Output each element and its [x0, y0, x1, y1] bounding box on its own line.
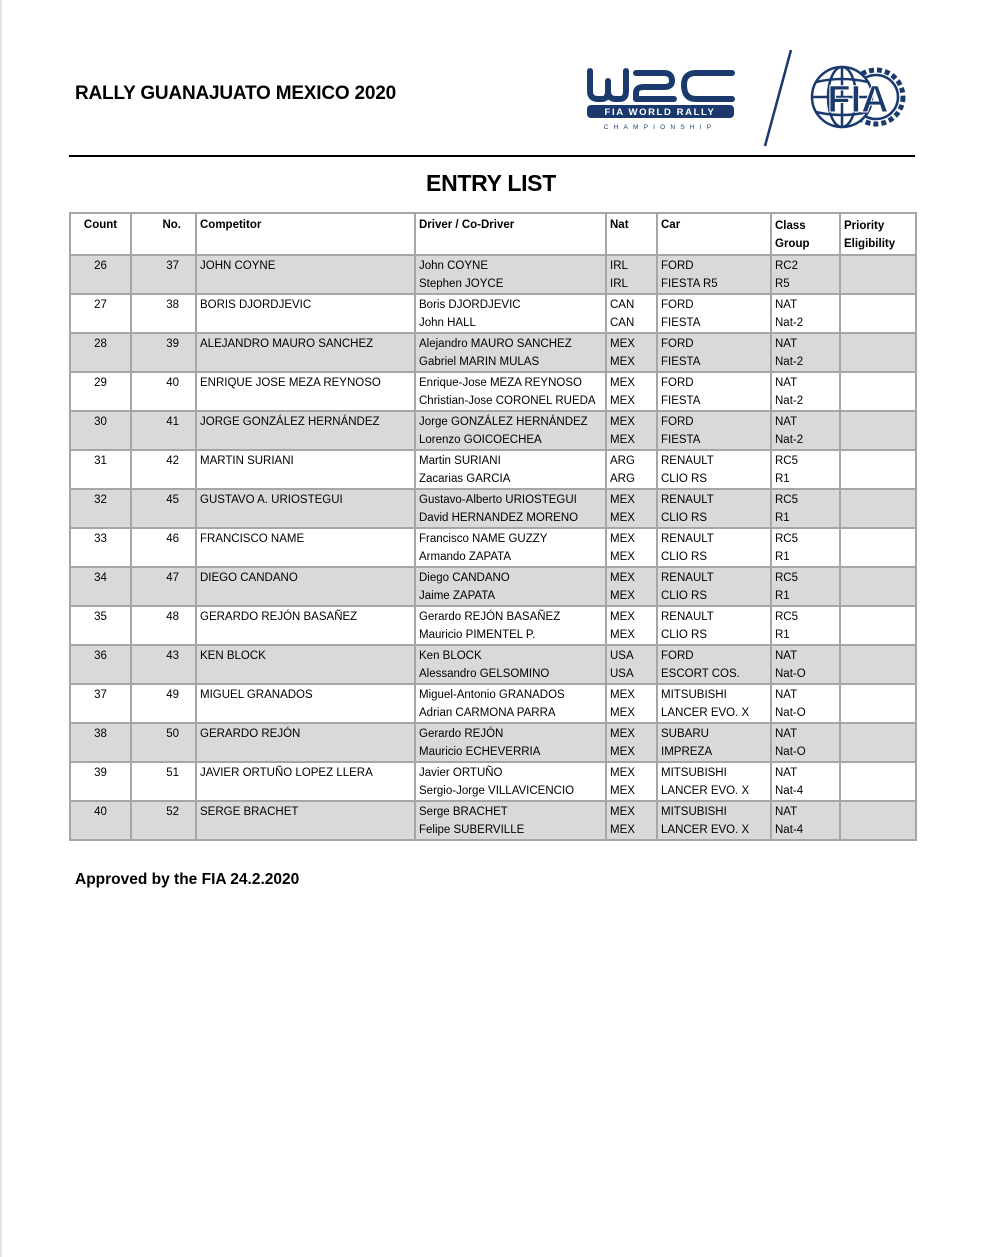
driver-nat: MEX — [610, 767, 635, 779]
cell-class-group — [771, 528, 840, 567]
car-model: CLIO RS — [661, 511, 708, 524]
cell-count: 33 — [70, 528, 131, 567]
cell-driver-codriver — [415, 645, 606, 684]
car-make: RENAULT — [661, 533, 714, 545]
cell-class-group — [771, 606, 840, 645]
priority-label: Priority — [844, 220, 885, 232]
group-value: R1 — [775, 589, 790, 602]
cell-car — [657, 723, 771, 762]
cell-priority — [840, 606, 916, 645]
cell-car-number: 43 — [131, 645, 196, 684]
cell-driver-codriver — [415, 255, 606, 294]
group-value: Nat-O — [775, 706, 806, 719]
car-make: FORD — [661, 299, 694, 311]
group-value: R1 — [775, 628, 790, 641]
car-make: RENAULT — [661, 572, 714, 584]
cell-competitor: KEN BLOCK — [196, 645, 415, 684]
cell-priority — [840, 567, 916, 606]
codriver-name: Mauricio PIMENTEL P. — [419, 628, 536, 641]
cell-nationality — [606, 723, 657, 762]
codriver-name: Christian-Jose CORONEL RUEDA — [419, 394, 596, 407]
codriver-nat: MEX — [610, 706, 635, 719]
class-value: NAT — [775, 377, 798, 389]
driver-nat: MEX — [610, 533, 635, 545]
driver-name: Alejandro MAURO SANCHEZ — [419, 338, 572, 350]
cell-car-number: 42 — [131, 450, 196, 489]
wrc-logo-icon — [584, 63, 739, 133]
cell-car — [657, 606, 771, 645]
driver-name: Gerardo REJÓN BASAÑEZ — [419, 611, 561, 623]
cell-car — [657, 255, 771, 294]
cell-priority — [840, 450, 916, 489]
table-header-row — [70, 213, 916, 255]
cell-competitor: JOHN COYNE — [196, 255, 415, 294]
cell-car-number: 45 — [131, 489, 196, 528]
driver-nat: MEX — [610, 494, 635, 506]
cell-count: 38 — [70, 723, 131, 762]
cell-nationality — [606, 411, 657, 450]
cell-nationality — [606, 294, 657, 333]
cell-nationality — [606, 762, 657, 801]
cell-driver-codriver — [415, 801, 606, 840]
cell-nationality — [606, 372, 657, 411]
group-value: Nat-4 — [775, 784, 804, 797]
cell-nationality — [606, 489, 657, 528]
group-label: Group — [775, 237, 810, 250]
driver-nat: MEX — [610, 611, 635, 623]
group-value: R1 — [775, 550, 790, 563]
codriver-name: Adrian CARMONA PARRA — [419, 706, 556, 719]
cell-car-number: 46 — [131, 528, 196, 567]
header-divider — [69, 155, 915, 157]
column-header-competitor: Competitor — [196, 213, 415, 255]
cell-competitor: ENRIQUE JOSE MEZA REYNOSO — [196, 372, 415, 411]
entry-list-table — [69, 212, 917, 841]
cell-car — [657, 762, 771, 801]
codriver-nat: CAN — [610, 316, 635, 329]
codriver-nat: MEX — [610, 394, 635, 407]
cell-nationality — [606, 333, 657, 372]
cell-competitor: MIGUEL GRANADOS — [196, 684, 415, 723]
cell-priority — [840, 801, 916, 840]
table-row — [70, 801, 916, 840]
group-value: Nat-2 — [775, 316, 804, 329]
codriver-nat: MEX — [610, 511, 635, 524]
cell-nationality — [606, 645, 657, 684]
codriver-name: Sergio-Jorge VILLAVICENCIO — [419, 784, 575, 797]
codriver-nat: MEX — [610, 628, 635, 641]
driver-nat: ARG — [610, 455, 635, 467]
cell-priority — [840, 294, 916, 333]
column-header-car: Car — [657, 213, 771, 255]
column-header-nat: Nat — [606, 213, 657, 255]
cell-class-group — [771, 645, 840, 684]
cell-car-number: 47 — [131, 567, 196, 606]
codriver-nat: MEX — [610, 784, 635, 797]
cell-priority — [840, 762, 916, 801]
class-value: RC5 — [775, 455, 799, 467]
fia-logo-icon — [808, 62, 908, 132]
car-model: CLIO RS — [661, 628, 708, 641]
driver-nat: MEX — [610, 689, 635, 701]
cell-driver-codriver — [415, 411, 606, 450]
table-row — [70, 450, 916, 489]
cell-competitor: GUSTAVO A. URIOSTEGUI — [196, 489, 415, 528]
cell-class-group — [771, 450, 840, 489]
cell-car — [657, 489, 771, 528]
cell-priority — [840, 723, 916, 762]
divider-slash-icon — [759, 48, 799, 148]
cell-driver-codriver — [415, 333, 606, 372]
cell-competitor: GERARDO REJÓN — [196, 723, 415, 762]
driver-name: Miguel-Antonio GRANADOS — [419, 689, 565, 701]
driver-name: Javier ORTUÑO — [419, 767, 503, 779]
cell-count: 39 — [70, 762, 131, 801]
driver-nat: MEX — [610, 572, 635, 584]
column-header-count: Count — [70, 213, 131, 255]
car-model: LANCER EVO. X — [661, 823, 750, 836]
fia-wordmark: FIA — [827, 79, 889, 121]
cell-competitor: JAVIER ORTUÑO LOPEZ LLERA — [196, 762, 415, 801]
driver-nat: IRL — [610, 260, 628, 272]
codriver-nat: ARG — [610, 472, 635, 485]
driver-name: Serge BRACHET — [419, 806, 508, 818]
cell-driver-codriver — [415, 684, 606, 723]
cell-competitor: SERGE BRACHET — [196, 801, 415, 840]
cell-priority — [840, 645, 916, 684]
table-body — [70, 255, 916, 840]
group-value: Nat-O — [775, 745, 806, 758]
cell-car — [657, 294, 771, 333]
car-model: CLIO RS — [661, 589, 708, 602]
car-make: MITSUBISHI — [661, 689, 727, 701]
driver-nat: USA — [610, 650, 634, 662]
cell-nationality — [606, 684, 657, 723]
car-model: ESCORT COS. — [661, 667, 740, 680]
cell-car — [657, 645, 771, 684]
class-value: NAT — [775, 416, 798, 428]
cell-driver-codriver — [415, 567, 606, 606]
table-row — [70, 489, 916, 528]
codriver-nat: USA — [610, 667, 634, 680]
cell-count: 28 — [70, 333, 131, 372]
cell-class-group — [771, 762, 840, 801]
driver-nat: CAN — [610, 299, 635, 311]
car-make: SUBARU — [661, 728, 709, 740]
cell-nationality — [606, 450, 657, 489]
cell-car — [657, 567, 771, 606]
group-value: R1 — [775, 472, 790, 485]
class-label: Class — [775, 220, 806, 232]
cell-class-group — [771, 684, 840, 723]
group-value: R1 — [775, 511, 790, 524]
group-value: Nat-O — [775, 667, 806, 680]
wrc-subtitle: CHAMPIONSHIP — [603, 124, 717, 131]
cell-driver-codriver — [415, 606, 606, 645]
rally-title: RALLY GUANAJUATO MEXICO 2020 — [75, 83, 396, 104]
cell-count: 36 — [70, 645, 131, 684]
cell-driver-codriver — [415, 528, 606, 567]
table-row — [70, 255, 916, 294]
codriver-nat: MEX — [610, 550, 635, 563]
codriver-name: Gabriel MARIN MULAS — [419, 355, 540, 368]
class-value: NAT — [775, 689, 798, 701]
car-make: FORD — [661, 416, 694, 428]
driver-name: Ken BLOCK — [419, 650, 482, 662]
cell-nationality — [606, 528, 657, 567]
cell-priority — [840, 411, 916, 450]
codriver-name: David HERNANDEZ MORENO — [419, 511, 579, 524]
class-value: NAT — [775, 299, 798, 311]
cell-count: 34 — [70, 567, 131, 606]
cell-competitor: JORGE GONZÁLEZ HERNÁNDEZ — [196, 411, 415, 450]
car-make: FORD — [661, 377, 694, 389]
table-row — [70, 567, 916, 606]
table-row — [70, 372, 916, 411]
cell-nationality — [606, 606, 657, 645]
codriver-nat: MEX — [610, 355, 635, 368]
cell-driver-codriver — [415, 294, 606, 333]
cell-count: 35 — [70, 606, 131, 645]
document-title: ENTRY LIST — [426, 170, 556, 196]
cell-count: 30 — [70, 411, 131, 450]
table-row — [70, 333, 916, 372]
class-value: RC5 — [775, 533, 799, 545]
driver-nat: MEX — [610, 728, 635, 740]
driver-name: Diego CANDANO — [419, 572, 510, 584]
cell-class-group — [771, 567, 840, 606]
driver-nat: MEX — [610, 806, 635, 818]
codriver-name: Lorenzo GOICOECHEA — [419, 433, 542, 446]
car-model: CLIO RS — [661, 550, 708, 563]
driver-name: Enrique-Jose MEZA REYNOSO — [419, 377, 582, 389]
table-row — [70, 684, 916, 723]
group-value: Nat-2 — [775, 394, 804, 407]
cell-class-group — [771, 489, 840, 528]
class-value: RC5 — [775, 611, 799, 623]
car-make: RENAULT — [661, 494, 714, 506]
cell-car-number: 50 — [131, 723, 196, 762]
cell-competitor: FRANCISCO NAME — [196, 528, 415, 567]
driver-name: Jorge GONZÁLEZ HERNÁNDEZ — [419, 416, 588, 428]
class-value: NAT — [775, 338, 798, 350]
car-make: FORD — [661, 650, 694, 662]
cell-class-group — [771, 411, 840, 450]
wrc-tagline: FIA WORLD RALLY — [604, 107, 716, 118]
class-value: RC2 — [775, 260, 799, 272]
cell-car-number: 52 — [131, 801, 196, 840]
cell-driver-codriver — [415, 450, 606, 489]
table-row — [70, 762, 916, 801]
cell-car-number: 51 — [131, 762, 196, 801]
codriver-nat: MEX — [610, 433, 635, 446]
group-value: Nat-2 — [775, 355, 804, 368]
cell-count: 26 — [70, 255, 131, 294]
cell-competitor: BORIS DJORDJEVIC — [196, 294, 415, 333]
table-row — [70, 723, 916, 762]
car-model: LANCER EVO. X — [661, 706, 750, 719]
car-make: MITSUBISHI — [661, 767, 727, 779]
driver-name: Francisco NAME GUZZY — [419, 533, 548, 545]
cell-count: 31 — [70, 450, 131, 489]
group-value: Nat-2 — [775, 433, 804, 446]
codriver-nat: MEX — [610, 745, 635, 758]
codriver-name: Armando ZAPATA — [419, 550, 512, 563]
class-value: NAT — [775, 767, 798, 779]
driver-name: Martin SURIANI — [419, 455, 501, 467]
car-model: FIESTA — [661, 316, 701, 329]
cell-count: 29 — [70, 372, 131, 411]
class-value: NAT — [775, 806, 798, 818]
driver-nat: MEX — [610, 416, 635, 428]
cell-class-group — [771, 723, 840, 762]
cell-count: 32 — [70, 489, 131, 528]
cell-driver-codriver — [415, 762, 606, 801]
cell-competitor: DIEGO CANDANO — [196, 567, 415, 606]
cell-count: 37 — [70, 684, 131, 723]
codriver-nat: MEX — [610, 823, 635, 836]
table-row — [70, 294, 916, 333]
cell-car — [657, 528, 771, 567]
cell-car-number: 41 — [131, 411, 196, 450]
cell-class-group — [771, 372, 840, 411]
cell-priority — [840, 372, 916, 411]
codriver-name: Jaime ZAPATA — [419, 589, 496, 602]
car-make: MITSUBISHI — [661, 806, 727, 818]
cell-competitor: GERARDO REJÓN BASAÑEZ — [196, 606, 415, 645]
class-value: NAT — [775, 650, 798, 662]
cell-priority — [840, 528, 916, 567]
column-header-number: No. — [131, 213, 196, 255]
car-model: CLIO RS — [661, 472, 708, 485]
cell-priority — [840, 684, 916, 723]
cell-count: 27 — [70, 294, 131, 333]
codriver-name: Mauricio ECHEVERRIA — [419, 745, 541, 758]
cell-car — [657, 684, 771, 723]
column-header-class-group — [771, 213, 840, 255]
cell-car — [657, 411, 771, 450]
codriver-name: Zacarias GARCIA — [419, 472, 511, 485]
cell-car-number: 40 — [131, 372, 196, 411]
car-model: FIESTA R5 — [661, 277, 718, 290]
cell-car-number: 48 — [131, 606, 196, 645]
car-model: IMPREZA — [661, 745, 713, 758]
cell-nationality — [606, 255, 657, 294]
car-make: RENAULT — [661, 455, 714, 467]
codriver-name: Stephen JOYCE — [419, 277, 504, 290]
cell-car — [657, 801, 771, 840]
cell-class-group — [771, 294, 840, 333]
car-model: FIESTA — [661, 394, 701, 407]
cell-car — [657, 450, 771, 489]
cell-priority — [840, 255, 916, 294]
column-header-driver: Driver / Co-Driver — [415, 213, 606, 255]
codriver-nat: MEX — [610, 589, 635, 602]
table-row — [70, 528, 916, 567]
car-model: LANCER EVO. X — [661, 784, 750, 797]
cell-competitor: MARTIN SURIANI — [196, 450, 415, 489]
cell-class-group — [771, 255, 840, 294]
group-value: Nat-4 — [775, 823, 804, 836]
driver-name: Gustavo-Alberto URIOSTEGUI — [419, 494, 577, 506]
cell-driver-codriver — [415, 489, 606, 528]
table-row — [70, 606, 916, 645]
column-header-priority — [840, 213, 916, 255]
table-row — [70, 645, 916, 684]
driver-nat: MEX — [610, 377, 635, 389]
cell-car — [657, 333, 771, 372]
cell-nationality — [606, 801, 657, 840]
cell-car-number: 39 — [131, 333, 196, 372]
logo-area — [584, 48, 914, 148]
cell-nationality — [606, 567, 657, 606]
eligibility-label: Eligibility — [844, 237, 896, 250]
cell-priority — [840, 489, 916, 528]
cell-driver-codriver — [415, 372, 606, 411]
cell-car-number: 38 — [131, 294, 196, 333]
driver-nat: MEX — [610, 338, 635, 350]
cell-class-group — [771, 333, 840, 372]
car-make: FORD — [661, 260, 694, 272]
codriver-name: Alessandro GELSOMINO — [419, 667, 550, 680]
driver-name: John COYNE — [419, 260, 489, 272]
car-model: FIESTA — [661, 355, 701, 368]
codriver-name: John HALL — [419, 316, 476, 329]
car-make: RENAULT — [661, 611, 714, 623]
class-value: NAT — [775, 728, 798, 740]
cell-count: 40 — [70, 801, 131, 840]
cell-driver-codriver — [415, 723, 606, 762]
codriver-name: Felipe SUBERVILLE — [419, 823, 525, 836]
table-row — [70, 411, 916, 450]
approval-note: Approved by the FIA 24.2.2020 — [75, 871, 300, 888]
car-make: FORD — [661, 338, 694, 350]
driver-name: Boris DJORDJEVIC — [419, 299, 521, 311]
cell-priority — [840, 333, 916, 372]
class-value: RC5 — [775, 494, 799, 506]
driver-name: Gerardo REJÓN — [419, 728, 504, 740]
class-value: RC5 — [775, 572, 799, 584]
car-model: FIESTA — [661, 433, 701, 446]
group-value: R5 — [775, 277, 790, 290]
codriver-nat: IRL — [610, 277, 628, 290]
cell-competitor: ALEJANDRO MAURO SANCHEZ — [196, 333, 415, 372]
cell-car-number: 37 — [131, 255, 196, 294]
cell-class-group — [771, 801, 840, 840]
cell-car-number: 49 — [131, 684, 196, 723]
cell-car — [657, 372, 771, 411]
